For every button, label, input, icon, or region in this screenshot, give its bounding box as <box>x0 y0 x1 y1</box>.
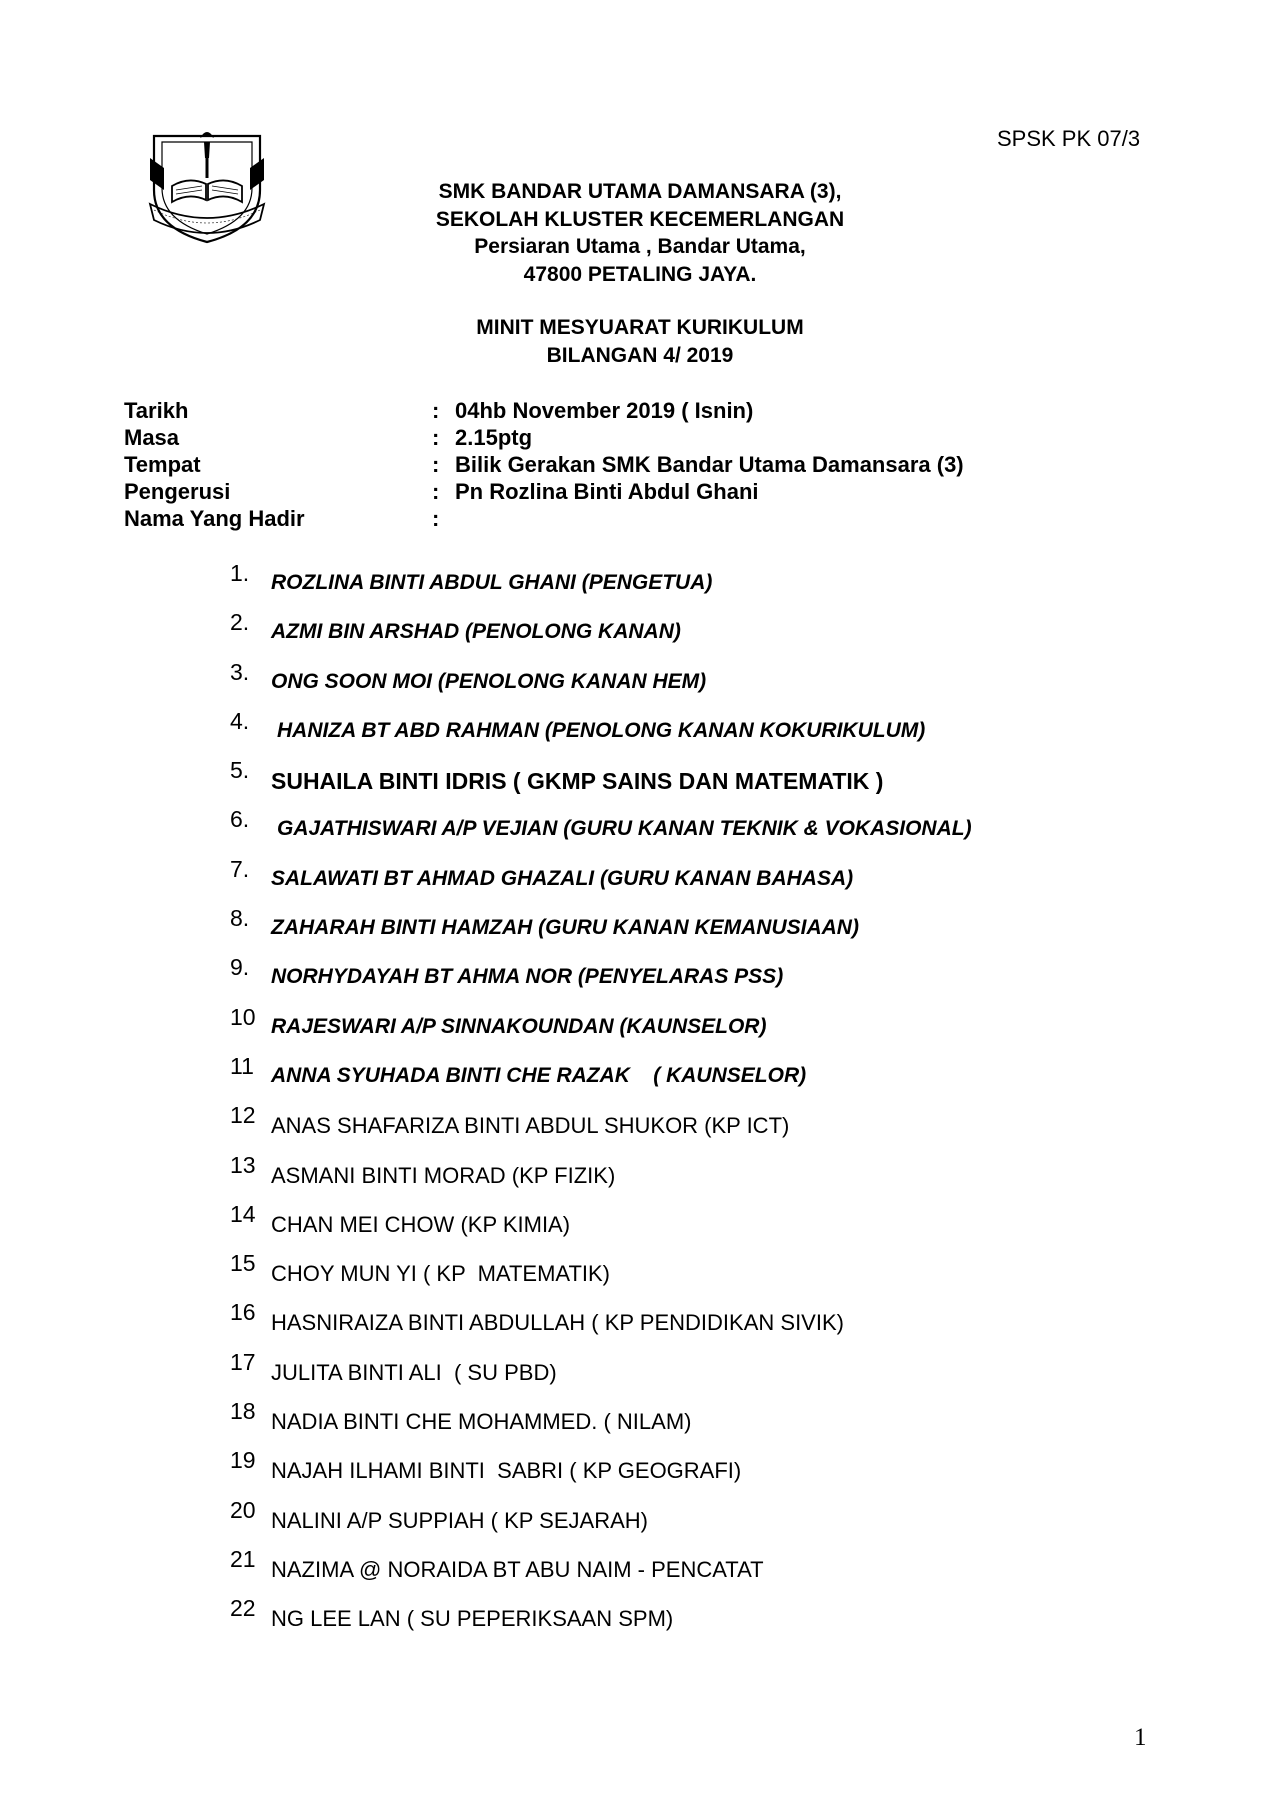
list-item <box>230 1447 1190 1496</box>
attendee-name: NG LEE LAN ( SU PEPERIKSAAN SPM) <box>271 1606 674 1632</box>
header-line: 47800 PETALING JAYA. <box>523 262 757 286</box>
list-item <box>230 659 1190 708</box>
attendee-name: ONG SOON MOI (PENOLONG KANAN HEM) <box>271 669 707 693</box>
list-item <box>230 1201 1190 1250</box>
attendee-name: NALINI A/P SUPPIAH ( KP SEJARAH) <box>271 1507 648 1533</box>
document-code: SPSK PK 07/3 <box>997 126 1141 151</box>
item-number: 6. <box>230 806 250 833</box>
item-number: 22 <box>230 1595 256 1622</box>
attendee-name: SUHAILA BINTI IDRIS ( GKMP SAINS DAN MATEMATIK ) <box>271 768 884 795</box>
item-number: 10 <box>230 1003 256 1030</box>
item-number: 21 <box>230 1545 256 1572</box>
attendee-name: HASNIRAIZA BINTI ABDULLAH ( KP PENDIDIKAN SIVIK) <box>271 1310 844 1336</box>
attendee-name: ASMANI BINTI MORAD (KP FIZIK) <box>271 1162 616 1188</box>
info-colon: : <box>432 452 440 477</box>
item-number: 4. <box>230 707 250 734</box>
info-label: Masa <box>124 425 180 450</box>
attendee-name: ANNA SYUHADA BINTI CHE RAZAK ( KAUNSELOR) <box>271 1063 807 1087</box>
attendee-name: AZMI BIN ARSHAD (PENOLONG KANAN) <box>271 620 681 644</box>
info-label: Pengerusi <box>124 479 231 504</box>
header-line: Persiaran Utama , Bandar Utama, <box>474 235 806 258</box>
info-value: Bilik Gerakan SMK Bandar Utama Damansara (3) <box>455 452 964 477</box>
list-item <box>230 609 1190 658</box>
info-colon: : <box>432 506 440 531</box>
attendee-name: CHOY MUN YI ( KP MATEMATIK) <box>271 1261 611 1287</box>
list-item <box>230 560 1190 609</box>
attendee-name: JULITA BINTI ALI ( SU PBD) <box>271 1359 557 1385</box>
title-line: BILANGAN 4/ 2019 <box>546 343 734 367</box>
attendee-name: NAZIMA @ NORAIDA BT ABU NAIM - PENCATAT <box>271 1556 764 1582</box>
attendee-name: ANAS SHAFARIZA BINTI ABDUL SHUKOR (KP ICT) <box>271 1113 790 1139</box>
attendee-name: CHAN MEI CHOW (KP KIMIA) <box>271 1211 571 1237</box>
header-line: SEKOLAH KLUSTER KECEMERLANGAN <box>435 207 845 231</box>
list-item <box>230 1053 1190 1102</box>
attendee-name: ROZLINA BINTI ABDUL GHANI (PENGETUA) <box>271 571 713 594</box>
list-item <box>230 1250 1190 1299</box>
item-number: 5. <box>230 757 250 784</box>
attendee-name: RAJESWARI A/P SINNAKOUNDAN (KAUNSELOR) <box>271 1014 767 1038</box>
list-item <box>230 757 1190 806</box>
list-item <box>230 1004 1190 1053</box>
info-value: Pn Rozlina Binti Abdul Ghani <box>455 479 759 504</box>
school-crest-logo <box>142 128 272 246</box>
list-item <box>230 1102 1190 1151</box>
attendee-name: HANIZA BT ABD RAHMAN (PENOLONG KANAN KOKURIKULUM) <box>277 718 926 742</box>
attendee-name: NORHYDAYAH BT AHMA NOR (PENYELARAS PSS) <box>271 965 784 989</box>
list-item <box>230 806 1190 855</box>
attendee-list <box>230 560 1190 1645</box>
header-line: SMK BANDAR UTAMA DAMANSARA (3), <box>438 180 842 203</box>
list-item <box>230 856 1190 905</box>
info-value: 04hb November 2019 ( Isnin) <box>455 398 754 423</box>
item-number: 19 <box>230 1447 256 1474</box>
list-item <box>230 1595 1190 1644</box>
minutes-title <box>300 314 980 369</box>
attendee-name: GAJATHISWARI A/P VEJIAN (GURU KANAN TEKNIK & VOKASIONAL) <box>277 817 972 841</box>
list-item <box>230 905 1190 954</box>
attendee-name: NADIA BINTI CHE MOHAMMED. ( NILAM) <box>271 1409 692 1435</box>
info-value: 2.15ptg <box>455 425 533 450</box>
school-header <box>300 178 980 288</box>
list-item <box>230 954 1190 1003</box>
attendee-name: SALAWATI BT AHMAD GHAZALI (GURU KANAN BAHASA) <box>271 866 854 890</box>
list-item <box>230 1546 1190 1595</box>
item-number: 9. <box>230 954 250 981</box>
info-colon: : <box>432 425 440 450</box>
item-number: 1. <box>230 560 250 586</box>
item-number: 2. <box>230 609 250 636</box>
list-item <box>230 708 1190 757</box>
page-number: 1 <box>1134 1724 1147 1751</box>
item-number: 8. <box>230 905 250 932</box>
attendee-name: ZAHARAH BINTI HAMZAH (GURU KANAN KEMANUSIAAN) <box>271 916 859 940</box>
attendee-name: NAJAH ILHAMI BINTI SABRI ( KP GEOGRAFI) <box>271 1458 742 1484</box>
info-label: Tempat <box>124 452 201 477</box>
list-item <box>230 1349 1190 1398</box>
list-item <box>230 1299 1190 1348</box>
item-number: 14 <box>230 1200 256 1227</box>
info-label: Tarikh <box>124 398 189 423</box>
item-number: 11 <box>230 1052 254 1079</box>
item-number: 13 <box>230 1151 256 1178</box>
item-number: 16 <box>230 1299 256 1326</box>
info-colon: : <box>432 398 440 423</box>
list-item <box>230 1398 1190 1447</box>
item-number: 15 <box>230 1250 256 1277</box>
item-number: 12 <box>230 1102 256 1129</box>
info-label: Nama Yang Hadir <box>124 506 305 531</box>
list-item <box>230 1497 1190 1546</box>
item-number: 18 <box>230 1398 256 1425</box>
item-number: 3. <box>230 658 250 685</box>
info-colon: : <box>432 479 440 504</box>
title-line: MINIT MESYUARAT KURIKULUM <box>476 316 804 339</box>
list-item <box>230 1152 1190 1201</box>
item-number: 20 <box>230 1496 256 1523</box>
item-number: 17 <box>230 1348 256 1375</box>
item-number: 7. <box>230 855 250 882</box>
